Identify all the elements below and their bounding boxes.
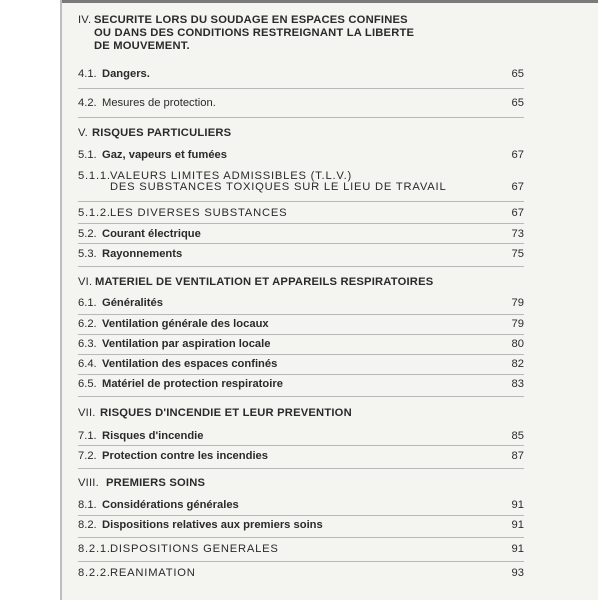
entry-label: Ventilation par aspiration locale xyxy=(102,338,271,350)
entry-number: 8.2.2. xyxy=(78,567,111,579)
divider xyxy=(78,266,524,267)
entry-number: 5.3. xyxy=(78,248,97,260)
entry-page: 87 xyxy=(511,450,524,462)
divider xyxy=(78,445,524,446)
section-title: RISQUES PARTICULIERS xyxy=(92,127,232,139)
entry-page: 67 xyxy=(511,181,524,193)
section-number: IV. xyxy=(78,14,92,26)
entry-number: 6.1. xyxy=(78,297,97,309)
entry-label: Dispositions relatives aux premiers soins xyxy=(102,519,323,531)
divider xyxy=(78,201,524,202)
divider xyxy=(78,223,524,224)
left-border xyxy=(60,0,62,600)
entry-page: 91 xyxy=(511,543,524,555)
entry-page: 73 xyxy=(511,228,524,240)
entry-number: 7.2. xyxy=(78,450,97,462)
entry-number: 4.1. xyxy=(78,68,97,80)
entry-number: 5.2. xyxy=(78,228,97,240)
entry-number: 5.1.2. xyxy=(78,207,111,219)
entry-number: 8.1. xyxy=(78,499,97,511)
entry-number: 4.2. xyxy=(78,97,97,109)
entry-number: 6.4. xyxy=(78,358,97,370)
top-border xyxy=(60,0,598,3)
entry-label: Gaz, vapeurs et fumées xyxy=(102,149,227,161)
entry-label: DISPOSITIONS GENERALES xyxy=(110,543,279,555)
entry-label: Mesures de protection. xyxy=(102,97,216,109)
entry-label: Considérations générales xyxy=(102,499,239,511)
entry-label: Courant électrique xyxy=(102,228,201,240)
entry-page: 91 xyxy=(511,519,524,531)
entry-label: Protection contre les incendies xyxy=(102,450,268,462)
section-number: VII. xyxy=(78,407,96,419)
entry-number: 6.3. xyxy=(78,338,97,350)
entry-page: 91 xyxy=(511,499,524,511)
entry-label: Risques d'incendie xyxy=(102,430,204,442)
entry-page: 67 xyxy=(511,207,524,219)
divider xyxy=(78,334,524,335)
entry-page: 79 xyxy=(511,318,524,330)
entry-label: Rayonnements xyxy=(102,248,183,260)
entry-page: 65 xyxy=(511,68,524,80)
divider xyxy=(78,117,524,118)
section-number: VIII. xyxy=(78,477,99,489)
section-title-line-1: SECURITE LORS DU SOUDAGE EN ESPACES CONFINES xyxy=(94,14,408,26)
entry-label: LES DIVERSES SUBSTANCES xyxy=(110,207,288,219)
entry-page: 67 xyxy=(511,149,524,161)
entry-label-line-2: DES SUBSTANCES TOXIQUES SUR LE LIEU DE TRAVAIL xyxy=(110,181,447,193)
entry-number: 5.1.1. xyxy=(78,170,111,182)
entry-number: 8.2.1. xyxy=(78,543,111,555)
divider xyxy=(78,374,524,375)
divider xyxy=(78,537,524,538)
entry-page: 85 xyxy=(511,430,524,442)
divider xyxy=(78,88,524,89)
divider xyxy=(78,354,524,355)
entry-number: 8.2. xyxy=(78,519,97,531)
entry-number: 5.1. xyxy=(78,149,97,161)
entry-page: 75 xyxy=(511,248,524,260)
section-title: PREMIERS SOINS xyxy=(106,477,206,489)
entry-page: 82 xyxy=(511,358,524,370)
divider xyxy=(78,468,524,469)
section-title-line-2: OU DANS DES CONDITIONS RESTREIGNANT LA LIBERTE xyxy=(94,27,415,39)
section-title: RISQUES D'INCENDIE ET LEUR PREVENTION xyxy=(100,407,352,419)
entry-label: Matériel de protection respiratoire xyxy=(102,378,283,390)
entry-label: REANIMATION xyxy=(110,567,196,579)
entry-number: 7.1. xyxy=(78,430,97,442)
divider xyxy=(78,396,524,397)
entry-label-line-1: VALEURS LIMITES ADMISSIBLES (T.L.V.) xyxy=(110,170,353,182)
entry-label: Ventilation des espaces confinés xyxy=(102,358,278,370)
section-title: MATERIEL DE VENTILATION ET APPAREILS RESPIRATOIRES xyxy=(95,276,434,288)
entry-number: 6.2. xyxy=(78,318,97,330)
entry-label: Ventilation générale des locaux xyxy=(102,318,269,330)
entry-label: Dangers. xyxy=(102,68,150,80)
entry-label: Généralités xyxy=(102,297,163,309)
section-title-line-3: DE MOUVEMENT. xyxy=(94,40,190,52)
divider xyxy=(78,515,524,516)
section-number: VI. xyxy=(78,276,93,288)
divider xyxy=(78,243,524,244)
divider xyxy=(78,561,524,562)
entry-page: 79 xyxy=(511,297,524,309)
entry-page: 83 xyxy=(511,378,524,390)
entry-page: 80 xyxy=(511,338,524,350)
entry-page: 93 xyxy=(511,567,524,579)
entry-page: 65 xyxy=(511,97,524,109)
section-number: V. xyxy=(78,127,88,139)
entry-number: 6.5. xyxy=(78,378,97,390)
divider xyxy=(78,314,524,315)
